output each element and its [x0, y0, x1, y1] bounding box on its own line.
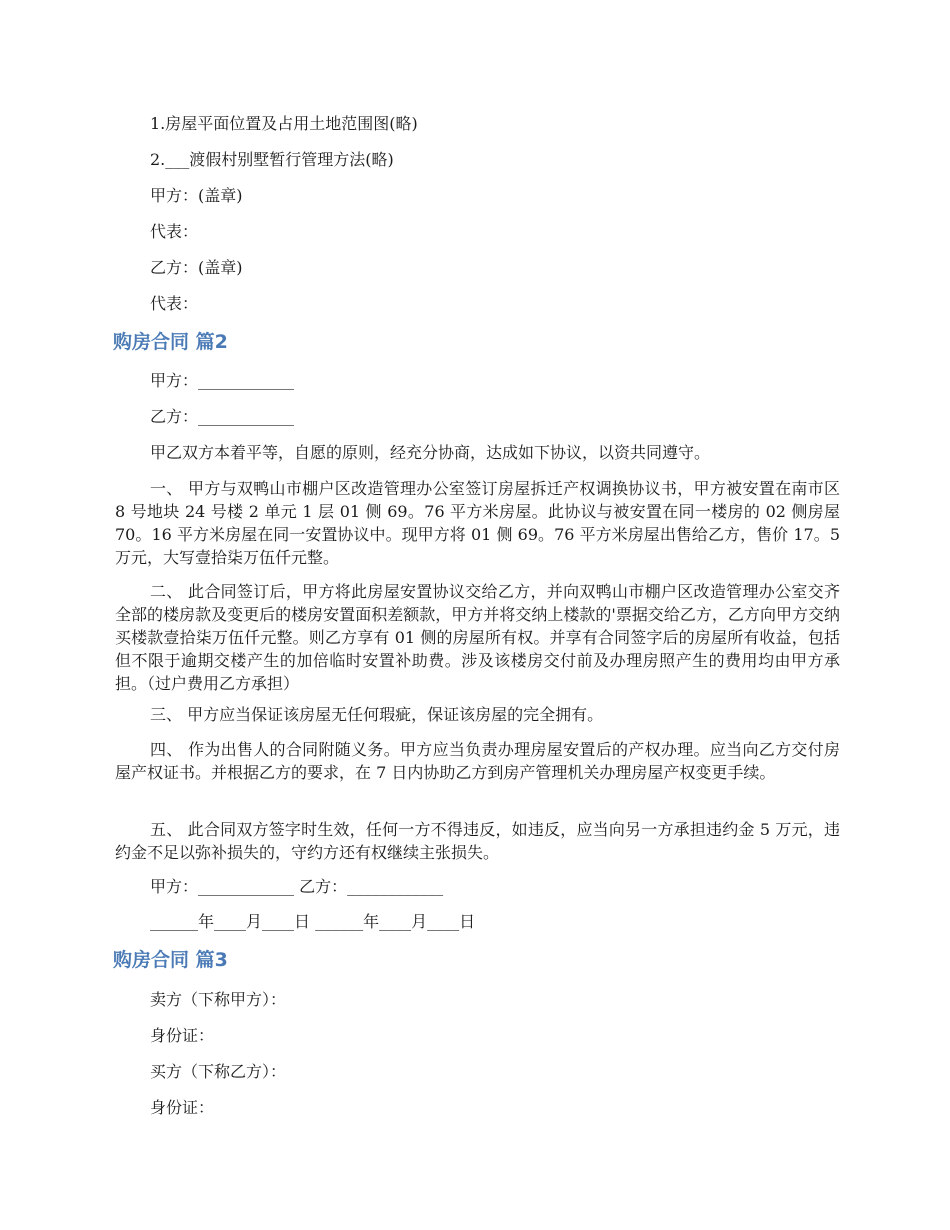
buyer-label: 买方（下称乙方）： — [150, 1062, 287, 1081]
representative-b: 代表： — [150, 294, 199, 313]
clause-3: 三、 甲方应当保证该房屋无任何瑕疵，保证该房屋的完全拥有。 — [150, 705, 604, 724]
clause-4: 四、 作为出售人的合同附随义务。甲方应当负责办理房屋安置后的产权办理。应当向乙方交付房屋产权证书。并根据乙方的要求，在 7 日内协助乙方到房产管理机关办理房屋产权变更手续。 — [115, 740, 840, 782]
signature-line: 甲方：____________ 乙方：____________ — [150, 877, 444, 896]
party-a-seal: 甲方：(盖章) — [150, 186, 243, 205]
date-line: ______年____月____日 ______年____月____日 — [150, 912, 476, 931]
representative-a: 代表： — [150, 222, 199, 241]
section-3-heading: 购房合同 篇3 — [113, 949, 228, 971]
section-2-preamble: 甲乙双方本着平等，自愿的原则，经充分协商，达成如下协议，以资共同遵守。 — [150, 443, 711, 462]
clause-2: 二、 此合同签订后，甲方将此房屋安置协议交给乙方，并向双鸭山市棚户区改造管理办公室交齐全部的楼房款及变更后的楼房安置面积差额款，甲方并将交纳上楼款的'票据交给乙方，乙方向甲方交纳买楼款壹拾柒万伍仟元整。则乙方享有 01 侧的房屋所有权。并享有合同签字后的房屋所有收益，包括但不限于逾期交楼产生的加倍临时安置补助费。涉及该楼房交付前及办理房照产生的费用均由甲方承担。（过户费用乙方承担） — [115, 582, 840, 693]
clause-1: 一、 甲方与双鸭山市棚户区改造管理办公室签订房屋拆迁产权调换协议书，甲方被安置在南市区 8 号地块 24 号楼 2 单元 1 层 01 侧 69。76 平方米房屋。此协议与被安置在同一楼房的 02 侧房屋 70。16 平方米房屋在同一安置协议中。现甲方将 01 侧 69。76 平方米房屋出售给乙方，售价 17。5 万元，大写壹拾柒万伍仟元整。 — [115, 479, 840, 567]
clause-5: 五、 此合同双方签字时生效，任何一方不得违反，如违反，应当向另一方承担违约金 5 万元，违约金不足以弥补损失的，守约方还有权继续主张损失。 — [115, 820, 840, 862]
section-2-heading: 购房合同 篇2 — [113, 331, 228, 353]
section-2-party-b: 乙方：____________ — [150, 407, 295, 426]
buyer-id-label: 身份证： — [150, 1098, 215, 1117]
attachment-2: 2.___渡假村别墅暂行管理方法(略) — [150, 150, 394, 169]
seller-id-label: 身份证： — [150, 1026, 215, 1045]
attachment-1: 1.房屋平面位置及占用土地范围图(略) — [150, 114, 418, 133]
section-2-party-a: 甲方：____________ — [150, 371, 295, 390]
seller-label: 卖方（下称甲方）： — [150, 990, 287, 1009]
party-b-seal: 乙方：(盖章) — [150, 258, 243, 277]
